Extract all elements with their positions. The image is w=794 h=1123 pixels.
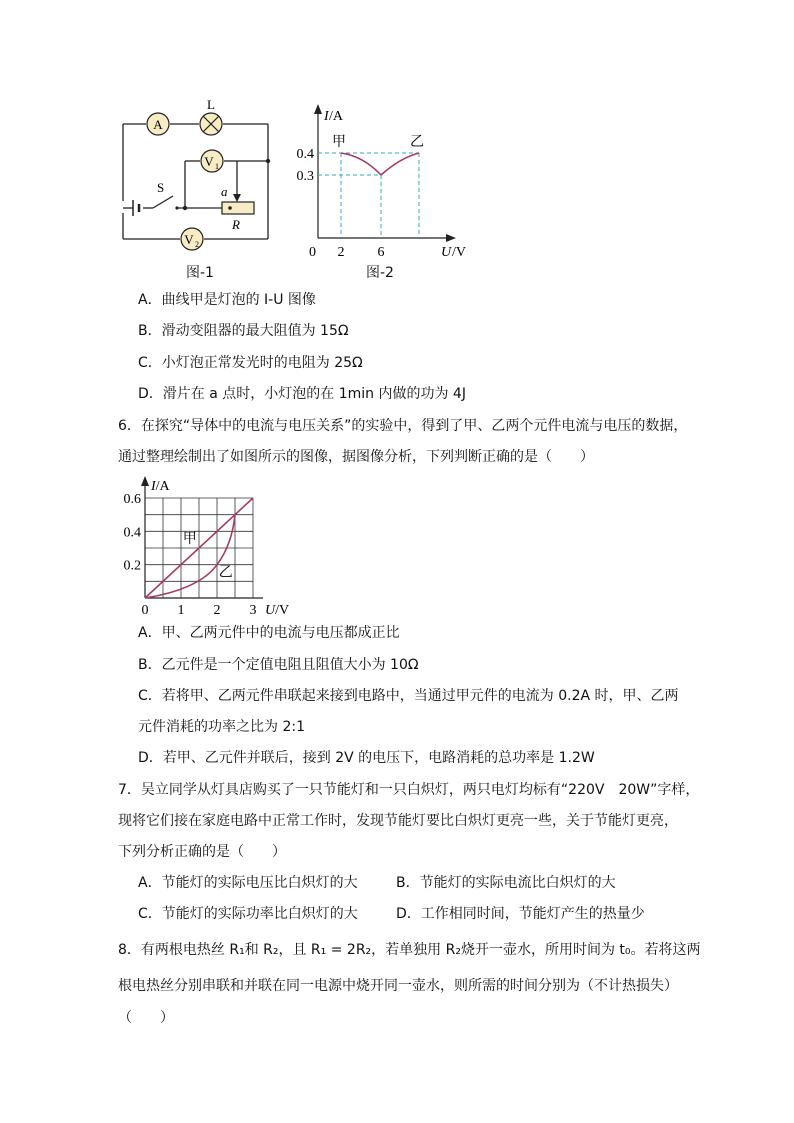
q8-stem-line3: （ ）	[118, 1010, 174, 1026]
curve-label-jia: 甲	[332, 135, 346, 150]
q5-option-d: D．滑片在 a 点时，小灯泡的在 1min 内做的功为 4J	[138, 386, 466, 402]
q6-option-b: B．乙元件是一个定值电阻且阻值大小为 10Ω	[138, 657, 419, 673]
fig2-xtick-0: 0	[309, 245, 316, 260]
fig2-ylabel-i: I	[324, 109, 329, 124]
y-axis-label: I/A	[151, 479, 170, 494]
fig2-xlabel-u: U	[441, 245, 452, 260]
q6-option-c-line2: 元件消耗的功率之比为 2:1	[138, 719, 305, 735]
switch-label: S	[157, 180, 165, 195]
ammeter-label: A	[153, 117, 163, 132]
fig2-xtick-2: 2	[337, 245, 345, 260]
q6-option-d: D．若甲、乙元件并联后，接到 2V 的电压下，电路消耗的总功率是 1.2W	[138, 750, 595, 766]
fig2-ytick-03: 0.3	[296, 169, 314, 184]
y-tick-label: 0.2	[123, 558, 141, 574]
q8-stem-line2: 根电热丝分别串联和并联在同一电源中烧开同一壶水，则所需的时间分别为（不计热损失）	[118, 978, 678, 994]
q6-option-a: A．甲、乙两元件中的电流与电压都成正比	[138, 625, 400, 641]
q5-option-c: C．小灯泡正常发光时的电阻为 25Ω	[138, 355, 363, 371]
v2-sub: 2	[195, 240, 199, 249]
fig2-ytick-04: 0.4	[296, 147, 314, 162]
y-tick-label: 0.4	[123, 525, 141, 541]
series-label-yi: 乙	[218, 565, 233, 581]
fig2-xtick-6: 6	[377, 245, 385, 260]
q6-iu-chart	[110, 470, 300, 615]
q7-option-a: A．节能灯的实际电压比白炽灯的大	[138, 875, 358, 891]
x-tick-label: 0	[141, 603, 149, 615]
fig2-caption: 图-2	[366, 265, 394, 281]
q8-stem-line1: 8．有两根电热丝 R₁和 R₂，且 R₁ = 2R₂，若单独用 R₂烧开一壶水，所用时间为 t₀。若将这两	[118, 942, 701, 958]
x-tick-label: 3	[249, 603, 257, 615]
q7-option-c: C．节能灯的实际功率比白炽灯的大	[138, 906, 358, 922]
q7-option-d: D．工作相同时间，节能灯产生的热量少	[396, 906, 645, 922]
series-label-jia: 甲	[182, 532, 197, 547]
circuit-diagram-fig1	[115, 96, 285, 251]
y-axis-arrow	[141, 476, 149, 486]
y-tick-label: 0.6	[123, 492, 141, 507]
rheostat-label: R	[232, 217, 240, 232]
q6-stem-line2: 通过整理绘制出了如图所示的图像，据图像分析，下列判断正确的是（ ）	[118, 449, 594, 465]
v1-label: V	[204, 154, 214, 169]
q7-stem-line2: 现将它们接在家庭电路中正常工作时，发现节能灯要比白炽灯更亮一些，关于节能灯更亮，	[118, 813, 678, 829]
v2-label: V	[184, 232, 194, 247]
q5-option-b: B．滑动变阻器的最大阻值为 15Ω	[138, 323, 349, 339]
q6-stem-line1: 6．在探究“导体中的电流与电压关系”的实验中，得到了甲、乙两个元件电流与电压的数据，	[118, 418, 688, 434]
slider-label: a	[221, 184, 228, 199]
q7-stem-line1: 7．吴立同学从灯具店购买了一只节能灯和一只白炽灯，两只电灯均标有“220V 20W”字样，	[118, 782, 700, 798]
curve-label-yi: 乙	[410, 135, 424, 150]
x-axis-label: U/V	[265, 603, 290, 615]
fig1-caption: 图-1	[186, 265, 214, 281]
q5-option-a: A．曲线甲是灯泡的 I-U 图像	[138, 292, 316, 308]
q7-option-b: B．节能灯的实际电流比白炽灯的大	[396, 875, 616, 891]
lamp-label: L	[207, 97, 215, 112]
x-tick-label: 1	[177, 603, 185, 615]
q7-stem-line3: 下列分析正确的是（ ）	[118, 844, 286, 860]
iu-graph-fig2	[288, 98, 478, 260]
fig2-xlabel-unit: /V	[452, 245, 466, 260]
q6-option-c-line1: C．若将甲、乙两元件串联起来接到电路中，当通过甲元件的电流为 0.2A 时，甲、乙两	[138, 688, 679, 704]
v1-sub: 1	[215, 162, 219, 171]
x-tick-label: 2	[213, 603, 221, 615]
fig2-ylabel-unit: /A	[329, 109, 343, 124]
